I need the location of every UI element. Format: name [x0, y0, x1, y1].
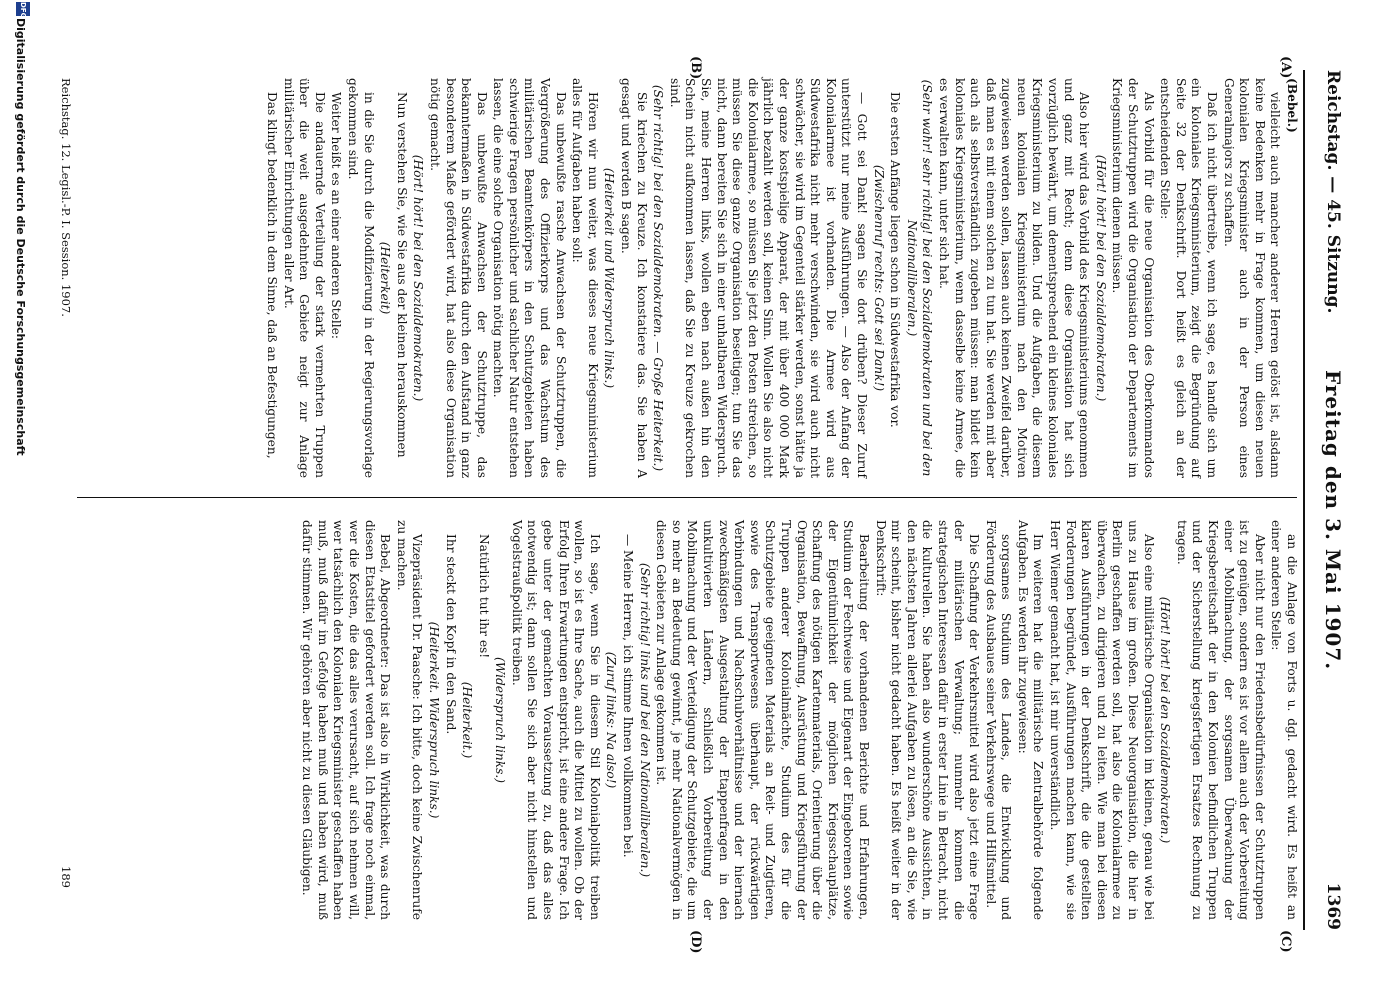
- header-date: Freitag den 3. Mai 1907.: [1321, 370, 1345, 671]
- interjection: (Heiterkeit.): [460, 681, 475, 759]
- interjection: (Sehr richtig! links und bei den Nationalliberalen.): [637, 562, 652, 878]
- paragraph: Aber nicht nur den Friedensbedürfnissen der Schutztruppen ist zu genügen, sondern es ist vor allem auch der Vorbereitung einer Mobilmachung, der sorgsamen Überwachung der Kriegsbereitschaft der in den Kolonien befindlichen Truppen und der Sicherstellung kriegsfertigen Ersatzes Rechnung zu tragen.: [1174, 520, 1267, 920]
- left-column: [262, 78, 1299, 478]
- footer-page-number: 189: [59, 866, 73, 888]
- paragraph: sorgsames Studium des Landes, die Entwicklung und Förderung des Ausbaues seiner Verkehrswege und Hilfsmittel.: [983, 520, 1014, 920]
- paragraph: Natürlich tut ihr es!: [476, 534, 491, 659]
- paragraph: Nun verstehen Sie, wie Sie aus der kleinen herauskommen: [394, 92, 409, 458]
- paragraph: Als Vorbild für die neue Organisation des Oberkommandos der Schutztruppen wird die Organisation der Departements im Kriegsministerium dienen müssen.: [1110, 78, 1156, 478]
- interjection: (Widerspruch links.): [493, 657, 508, 783]
- margin-letter-a: (A): [1278, 56, 1293, 79]
- margin-letter-b: (B): [688, 56, 703, 80]
- paragraph: Die andauernde Verteilung der stark vermehrten Truppen über die weit ausgedehnten Gebiete neigt zur Anlage militärischer Einrichtungen aller Art.: [281, 78, 327, 478]
- page-number: 1369: [1323, 882, 1343, 930]
- paragraph: Bearbeitung der vorhandenen Berichte und Erfahrungen, Studium der Fechtweise und Eigenart der Eingeborenen sowie der Eigentümlichkeit der möglichen Kriegsschauplätze, Schaffung des nötigen Kartenmaterials, Orientierung über die Organisation, Bewaffnung, Ausrüstung und Kriegsführung der Truppen anderer Kolonialmächte, Studium des für die Schutzgebiete geeigneten Materials an Reit- und Zugtieren, sowie des Transportwesens überhaupt, der rückwärtigen Verbindungen und Nachschubverhältnisse und der hiernach zweckmäßigsten Ausgestaltung der Etappenfragen in den unkultivierten Ländern, schließlich Vorbereitung der Mobilmachung und der Verteidigung der Schutzgebiete, die um so mehr an Bedeutung gewinnt, je mehr Nationalvermögen in diesen Gebieten zur Anlage gekommen ist.: [654, 520, 871, 920]
- interjection: (Zuruf links: Na also!): [604, 651, 619, 789]
- paragraph: Die Schaffung der Verkehrsmittel wird also jetzt eine Frage der militärischen Verwaltung; nunmehr kommen die strategischen Interessen dafür in erster Linie in Betracht, nicht die kulturellen. Sie haben also wunderschöne Aussichten, in den nächsten Jahren allerlei Aufgaben zu lösen, an die Sie, wie mir scheint, bisher nicht gedacht haben. Es heißt weiter in der Denkschrift:: [873, 520, 982, 920]
- page-header: [1309, 70, 1349, 930]
- speaker-name: (Bebel.): [1285, 78, 1299, 133]
- interjection: (Hört! hört! bei den Sozialdemokraten.): [411, 154, 426, 402]
- interjection: (Hört! hört! bei den Sozialdemokraten.): [1093, 154, 1108, 402]
- header-rule: [1303, 70, 1305, 930]
- paragraph: in die Sie durch die Modifizierung in der Regierungsvorlage gekommen sind.: [345, 78, 376, 478]
- footer-citation: Reichstag. 12. Legisl.-P. I. Session. 1907.: [59, 78, 73, 317]
- paragraph: Daß ich nicht übertreibe, wenn ich sage, es handle sich um ein koloniales Kriegsministerium, zeigt die Begründung auf Seite 32 der Denkschrift. Dort heißt es gleich an der entscheidenden Stelle:: [1158, 78, 1220, 478]
- interjection: (Hört! hört! bei den Sozialdemokraten.): [1158, 596, 1173, 844]
- paragraph: an die Anlage von Forts u. dgl. gedacht wird. Es heißt an einer anderen Stelle:: [1269, 520, 1299, 920]
- paragraph: Vizepräsident Dr. Paasche: Ich bitte, doch keine Zwischenrufe zu machen.: [394, 520, 425, 920]
- paragraph: Die ersten Anfänge liegen schon in Südwestafrika vor.: [888, 92, 903, 428]
- page-footer: [51, 78, 73, 938]
- right-column: [298, 520, 1299, 920]
- interjection: (Heiterkeit. Widerspruch links.): [426, 621, 441, 819]
- paragraph: Das unbewußte rasche Anwachsen der Schutztruppen, die Vergrößerung des Offizierkorps und das Wachstum des militärischen Beamtenkörpers in den Schutzgebieten haben schwierige Fragen persönlicher und sachlicher Natur entstehen lassen, die eine solche Organisation nötig machten.: [491, 78, 568, 478]
- interjection: (Heiterkeit und Widerspruch links.): [602, 167, 617, 389]
- paragraph: Weiter heißt es an einer anderen Stelle:: [329, 92, 344, 339]
- interjection: (Sehr wahr! sehr richtig! bei den Sozialdemokraten und bei den Nationalliberalen.): [904, 79, 935, 477]
- digitization-credit: Digitalisierung gefördert durch die Deutsche Forschungsgemeinschaft: [14, 18, 27, 456]
- paragraph: Also eine militärische Organisation im kleinen, genau wie bei uns zu Hause im großen. Diese Neuorganisation, die hier in Berlin geschaffen werden soll, hat also die Kolonialarmee zu überwachen, zu dirigieren und zu leiten. Wie man bei diesen klaren Ausführungen in der Denkschrift, die die gestellten Forderungen begründet, Ausführungen machen kann, wie sie Herr Wiemer gemacht hat, ist mir unverständlich.: [1048, 520, 1156, 920]
- margin-letter-d: (D): [688, 930, 703, 954]
- paragraph: Sie kriechen zu Kreuze. Ich konstatiere das. Sie haben A gesagt und werden B sagen.: [619, 78, 649, 478]
- interjection: (Zwischenruf rechts: Gott sei Dank!): [871, 164, 886, 392]
- dfg-logo-icon: DFG: [16, 2, 30, 16]
- paragraph: — Meine Herren, ich stimme Ihnen vollkommen bei.: [621, 534, 636, 858]
- interjection: (Sehr richtig! bei den Sozialdemokraten. — Große Heiterkeit.): [651, 84, 666, 472]
- paragraph: Also hier wird das Vorbild des Kriegsministeriums genommen und ganz mit Recht; denn diese Organisation hat sich vorzüglich bewährt, um dementsprechend ein kleines koloniales Kriegsministerium zu bilden. Und die Aufgaben, die diesem neuen kolonialen Kriegsministerium nach den Motiven zugewiesen werden sollen, lassen auch keinen Zweifel darüber, daß man es mit einem solchen zu tun hat. Sie werden mit aber auch als selbstverständlich zugeben müssen: man bildet kein koloniales Kriegsministerium, wenn dasselbe keine Armee, die es verwalten kann, unter sich hat.: [936, 78, 1092, 478]
- paragraph: — Gott sei Dank! sagen Sie dort drüben? Dieser Zuruf unterstützt nur meine Ausführungen. — Also der Anfang der Kolonialarmee ist vorhanden. Die Armee wird aus Südwestafrika nicht mehr verschwinden, sie wird auch nicht schwächer, sie wird im Gegenteil stärker werden, sonst hätte ja der ganze kostspielige Apparat, der mit über 400 000 Mark jährlich bezahlt werden soll, keinen Sinn. Wollen Sie also nicht die Kolonialarmee, so müssen Sie jetzt den Posten streichen, so müssen Sie diese ganze Organisation beseitigen; tun Sie das nicht, dann bereiten Sie sich in einer unhaltbaren Widerspruch. Sie, meine Herren links, wollen eben nach außen hin den Schein nicht aufkommen lassen, daß Sie zu Kreuze gekrochen sind.: [667, 78, 869, 478]
- paragraph: Hören wir nun weiter, was dieses neue Kriegsministerium alles für Aufgaben haben soll:: [570, 78, 600, 478]
- paragraph: Ich sage, wenn Sie in diesem Stil Kolonialpolitik treiben wollen, so ist es Ihre Sache, auch die Mittel zu wollen. Ob der Erfolg Ihren Erwartungen entspricht, ist eine andere Frage. Ich gebe unter der gemachten Voraussetzung zu, daß das alles notwendig ist; dann sollen Sie sich aber nicht hinstellen und Vogelstraußpolitik treiben.: [509, 520, 602, 920]
- paragraph: Das klingt bedenklich in dem Sinne, daß an Befestigungen,: [265, 92, 279, 459]
- header-left: Reichstag. — 45. Sitzung.: [1323, 70, 1343, 314]
- paragraph: vielleicht auch mancher anderer Herren gelöst ist, alsdann keine Bedenken mehr in Frage kommen, um diesen neuen kolonialen Kriegsminister auch in der Person eines Generalmajors zu schaffen.: [1221, 78, 1283, 478]
- margin-letter-c: (C): [1278, 930, 1293, 953]
- paragraph: Das unbewußte Anwachsen der Schutztruppe, das bekanntermaßen in Südwestafrika durch den Aufstand in ganz besonderem Maße gefördert wird, hat also diese Organisation nötig gemacht.: [427, 78, 489, 478]
- paragraph: Im weiteren hat die militärische Zentralbehörde folgende Aufgaben. Es werden ihr zugewiesen:: [1015, 520, 1046, 920]
- interjection: (Heiterkeit): [378, 241, 393, 315]
- paragraph: Bebel, Abgeordneter: Das ist also in Wirklichkeit, was durch diesen Etatstitel gefordert werden soll. Ich frage noch einmal, wer die Kosten, die das alles verursacht, auf sich nehmen will, wer tatsächlich den Kolonialen Kriegsminister geschaffen haben muß, muß dafür im Gefolge haben muß und haben wird, muß dafür stimmen. Wir gehören aber nicht zu diesen Gläubigen.: [300, 520, 393, 920]
- paragraph: Ihr steckt den Kopf in den Sand.: [443, 534, 458, 735]
- column-divider: [77, 497, 1297, 498]
